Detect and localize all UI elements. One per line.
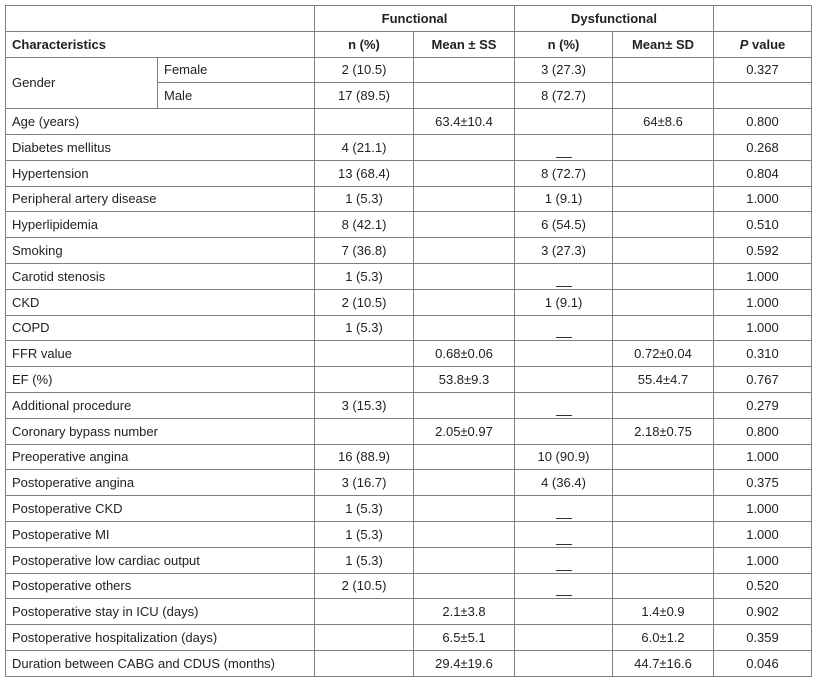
cell-functional-n: 7 (36.8) [315, 238, 414, 264]
cell-p-value: 0.310 [714, 341, 812, 367]
cell-dysfunctional-mean: 6.0±1.2 [613, 625, 714, 651]
cell-functional-n: 1 (5.3) [315, 521, 414, 547]
cell-dysfunctional-mean [613, 547, 714, 573]
cell-p-value: 0.800 [714, 109, 812, 135]
dash-mark [556, 337, 572, 338]
cell-p-value: 1.000 [714, 496, 812, 522]
cell-dysfunctional-n [515, 134, 613, 160]
dash-mark [556, 595, 572, 596]
row-label: Peripheral artery disease [6, 186, 315, 212]
col-functional-n: n (%) [315, 31, 414, 57]
row-label: Postoperative hospitalization (days) [6, 625, 315, 651]
cell-p-value: 0.279 [714, 392, 812, 418]
gender-male-dysfunctional-n: 8 (72.7) [515, 83, 613, 109]
dash-mark [556, 570, 572, 571]
row-label: Hyperlipidemia [6, 212, 315, 238]
cell-p-value: 0.800 [714, 418, 812, 444]
cell-dysfunctional-mean [613, 470, 714, 496]
table-row [6, 109, 812, 135]
cell-dysfunctional-n [515, 392, 613, 418]
row-label: Coronary bypass number [6, 418, 315, 444]
cell-functional-mean [414, 470, 515, 496]
cell-dysfunctional-mean [613, 289, 714, 315]
table-row [6, 547, 812, 573]
gender-female-functional-n: 2 (10.5) [315, 57, 414, 83]
table-row [6, 625, 812, 651]
cell-functional-mean: 2.1±3.8 [414, 599, 515, 625]
cell-functional-mean [414, 289, 515, 315]
cell-functional-n [315, 367, 414, 393]
table-row [6, 392, 812, 418]
cell-dysfunctional-mean [613, 444, 714, 470]
group-header-blank-p [714, 6, 812, 32]
table-row [6, 315, 812, 341]
cell-p-value: 1.000 [714, 521, 812, 547]
row-label: Smoking [6, 238, 315, 264]
cell-functional-mean [414, 212, 515, 238]
cell-functional-n [315, 650, 414, 676]
cell-p-value: 1.000 [714, 547, 812, 573]
dash-mark [556, 415, 572, 416]
table-row [6, 160, 812, 186]
cell-p-value: 0.902 [714, 599, 812, 625]
cell-dysfunctional-n [515, 650, 613, 676]
cell-functional-n: 1 (5.3) [315, 315, 414, 341]
cell-dysfunctional-n: 1 (9.1) [515, 289, 613, 315]
cell-functional-mean [414, 573, 515, 599]
cell-dysfunctional-mean [613, 521, 714, 547]
cell-dysfunctional-mean [613, 392, 714, 418]
cell-functional-n: 8 (42.1) [315, 212, 414, 238]
cell-functional-n: 3 (16.7) [315, 470, 414, 496]
cell-p-value: 0.767 [714, 367, 812, 393]
row-label: Diabetes mellitus [6, 134, 315, 160]
cell-functional-n: 1 (5.3) [315, 547, 414, 573]
gender-male-functional-n: 17 (89.5) [315, 83, 414, 109]
gender-female-dysfunctional-mean [613, 57, 714, 83]
cell-dysfunctional-mean [613, 573, 714, 599]
cell-functional-n [315, 418, 414, 444]
cell-dysfunctional-mean: 0.72±0.04 [613, 341, 714, 367]
cell-p-value: 0.592 [714, 238, 812, 264]
cell-functional-mean [414, 160, 515, 186]
cell-functional-n: 1 (5.3) [315, 496, 414, 522]
cell-p-value: 0.510 [714, 212, 812, 238]
col-characteristics: Characteristics [6, 31, 315, 57]
row-label: Postoperative MI [6, 521, 315, 547]
table-row [6, 238, 812, 264]
cell-dysfunctional-mean [613, 160, 714, 186]
cell-dysfunctional-n [515, 599, 613, 625]
cell-dysfunctional-mean [613, 315, 714, 341]
table-row [6, 212, 812, 238]
row-label: CKD [6, 289, 315, 315]
row-label: Additional procedure [6, 392, 315, 418]
cell-functional-n: 1 (5.3) [315, 263, 414, 289]
cell-functional-mean [414, 134, 515, 160]
gender-female-functional-mean [414, 57, 515, 83]
cell-functional-mean [414, 444, 515, 470]
table-row [6, 496, 812, 522]
cell-functional-n: 3 (15.3) [315, 392, 414, 418]
dash-mark [556, 544, 572, 545]
dash-mark [556, 286, 572, 287]
row-label: EF (%) [6, 367, 315, 393]
cell-functional-mean: 0.68±0.06 [414, 341, 515, 367]
gender-male-p-value [714, 83, 812, 109]
cell-dysfunctional-n: 4 (36.4) [515, 470, 613, 496]
cell-dysfunctional-n [515, 521, 613, 547]
gender-male-functional-mean [414, 83, 515, 109]
cell-functional-mean [414, 496, 515, 522]
row-label: COPD [6, 315, 315, 341]
cell-dysfunctional-n [515, 109, 613, 135]
cell-functional-mean [414, 186, 515, 212]
cell-dysfunctional-mean [613, 134, 714, 160]
column-header-row [6, 31, 812, 57]
row-label: FFR value [6, 341, 315, 367]
group-header-blank [6, 6, 315, 32]
cell-functional-mean: 53.8±9.3 [414, 367, 515, 393]
col-dysfunctional-n: n (%) [515, 31, 613, 57]
cell-dysfunctional-mean: 55.4±4.7 [613, 367, 714, 393]
dash-mark [556, 157, 572, 158]
cell-functional-n [315, 109, 414, 135]
gender-female-dysfunctional-n: 3 (27.3) [515, 57, 613, 83]
table-row-gender-female [6, 57, 812, 83]
row-label: Postoperative stay in ICU (days) [6, 599, 315, 625]
cell-dysfunctional-mean: 64±8.6 [613, 109, 714, 135]
cell-dysfunctional-n: 1 (9.1) [515, 186, 613, 212]
cell-functional-n: 4 (21.1) [315, 134, 414, 160]
cell-dysfunctional-n: 3 (27.3) [515, 238, 613, 264]
cell-functional-mean [414, 392, 515, 418]
cell-dysfunctional-mean [613, 212, 714, 238]
cell-functional-mean: 6.5±5.1 [414, 625, 515, 651]
table-row [6, 186, 812, 212]
cell-p-value: 1.000 [714, 263, 812, 289]
col-p-letter: P [739, 36, 749, 52]
cell-dysfunctional-n [515, 315, 613, 341]
cell-dysfunctional-mean [613, 496, 714, 522]
table-row [6, 521, 812, 547]
cell-functional-mean [414, 547, 515, 573]
table-row [6, 418, 812, 444]
cell-p-value: 0.046 [714, 650, 812, 676]
table-row [6, 289, 812, 315]
table-row [6, 573, 812, 599]
cell-functional-n: 2 (10.5) [315, 289, 414, 315]
row-label: Postoperative angina [6, 470, 315, 496]
characteristics-table [5, 5, 812, 677]
cell-dysfunctional-mean: 44.7±16.6 [613, 650, 714, 676]
cell-p-value: 0.375 [714, 470, 812, 496]
table-row [6, 650, 812, 676]
cell-functional-n: 16 (88.9) [315, 444, 414, 470]
cell-dysfunctional-n [515, 263, 613, 289]
group-header-row [6, 6, 812, 32]
gender-female-label: Female [158, 57, 315, 83]
cell-functional-n: 1 (5.3) [315, 186, 414, 212]
cell-p-value: 1.000 [714, 186, 812, 212]
gender-male-dysfunctional-mean [613, 83, 714, 109]
cell-dysfunctional-n [515, 573, 613, 599]
cell-functional-mean: 2.05±0.97 [414, 418, 515, 444]
gender-p-value: 0.327 [714, 57, 812, 83]
cell-p-value: 0.804 [714, 160, 812, 186]
row-label: Age (years) [6, 109, 315, 135]
cell-functional-mean [414, 315, 515, 341]
col-p-rest: value [748, 36, 786, 52]
cell-functional-n [315, 599, 414, 625]
cell-functional-mean [414, 521, 515, 547]
cell-functional-n [315, 341, 414, 367]
table-row [6, 367, 812, 393]
cell-functional-mean: 29.4±19.6 [414, 650, 515, 676]
cell-p-value: 0.359 [714, 625, 812, 651]
table-row [6, 599, 812, 625]
cell-dysfunctional-n [515, 341, 613, 367]
gender-male-label: Male [158, 83, 315, 109]
row-label: Preoperative angina [6, 444, 315, 470]
row-label: Carotid stenosis [6, 263, 315, 289]
cell-dysfunctional-n [515, 496, 613, 522]
cell-p-value: 1.000 [714, 289, 812, 315]
cell-functional-n [315, 625, 414, 651]
table-row [6, 134, 812, 160]
cell-functional-mean [414, 238, 515, 264]
cell-functional-mean [414, 263, 515, 289]
row-label: Duration between CABG and CDUS (months) [6, 650, 315, 676]
table-row [6, 263, 812, 289]
row-label: Postoperative CKD [6, 496, 315, 522]
cell-dysfunctional-mean [613, 186, 714, 212]
cell-functional-n: 2 (10.5) [315, 573, 414, 599]
cell-dysfunctional-n: 8 (72.7) [515, 160, 613, 186]
row-label: Hypertension [6, 160, 315, 186]
cell-dysfunctional-mean: 2.18±0.75 [613, 418, 714, 444]
cell-dysfunctional-mean: 1.4±0.9 [613, 599, 714, 625]
cell-functional-n: 13 (68.4) [315, 160, 414, 186]
cell-dysfunctional-mean [613, 263, 714, 289]
cell-p-value: 1.000 [714, 444, 812, 470]
cell-p-value: 0.268 [714, 134, 812, 160]
cell-p-value: 1.000 [714, 315, 812, 341]
row-label: Postoperative others [6, 573, 315, 599]
col-functional-mean: Mean ± SS [414, 31, 515, 57]
cell-dysfunctional-n [515, 547, 613, 573]
cell-functional-mean: 63.4±10.4 [414, 109, 515, 135]
col-dysfunctional-mean: Mean± SD [613, 31, 714, 57]
table-row [6, 341, 812, 367]
cell-dysfunctional-n: 6 (54.5) [515, 212, 613, 238]
col-p-value [714, 31, 812, 57]
gender-label: Gender [6, 57, 158, 109]
cell-p-value: 0.520 [714, 573, 812, 599]
group-dysfunctional: Dysfunctional [515, 6, 714, 32]
dash-mark [556, 518, 572, 519]
row-label: Postoperative low cardiac output [6, 547, 315, 573]
cell-dysfunctional-n [515, 418, 613, 444]
group-functional: Functional [315, 6, 515, 32]
table-row [6, 444, 812, 470]
cell-dysfunctional-n: 10 (90.9) [515, 444, 613, 470]
table-row [6, 470, 812, 496]
cell-dysfunctional-n [515, 625, 613, 651]
cell-dysfunctional-mean [613, 238, 714, 264]
cell-dysfunctional-n [515, 367, 613, 393]
